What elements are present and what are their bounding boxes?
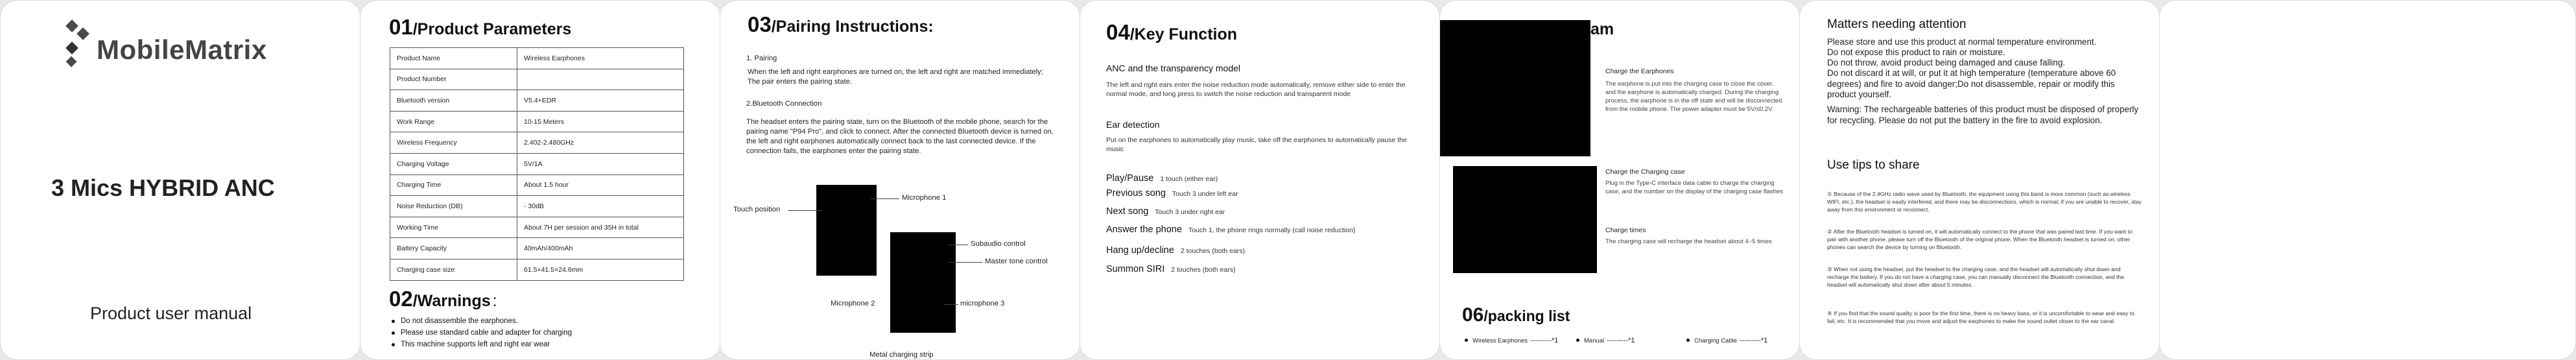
- callout-line: [949, 262, 982, 263]
- param-value: 2.402-2.480GHz: [517, 132, 684, 154]
- callout-master-tone: Master tone control: [985, 258, 1048, 265]
- param-row: [390, 259, 684, 280]
- brand-logo: [64, 20, 267, 80]
- charging-title-fragment: am: [1590, 20, 1614, 38]
- callout-metal-charging: Metal charging strip: [869, 351, 934, 359]
- param-row: [390, 111, 684, 132]
- callout-microphone3: microphone 3: [960, 300, 1005, 307]
- param-value: [517, 69, 684, 90]
- packing-item-name: Charging Cable: [1694, 337, 1738, 344]
- param-label: Charging Voltage: [390, 153, 517, 174]
- ear-detection-text: Put on the earphones to automatically play music, take off the earphones to automatically pause the music: [1106, 136, 1407, 153]
- packing-item-quantity: ---------*1: [1607, 337, 1635, 344]
- key-action: Next song: [1106, 206, 1149, 217]
- charge-item-title: Charge times: [1605, 226, 1646, 234]
- param-value: About 7H per session and 35H in total: [517, 217, 684, 238]
- key-gesture: Touch 3 under left ear: [1172, 190, 1238, 198]
- param-value: Wireless Earphones: [517, 48, 684, 69]
- param-label: Work Range: [390, 111, 517, 132]
- charging-image-top: [1440, 20, 1590, 156]
- battery-warning: Warning: The rechargeable batteries of this product must be disposed of properly for recycling. Please do not put the battery in the fire to avoid explosion.: [1827, 104, 2139, 125]
- param-label: Noise Reduction (DB): [390, 196, 517, 217]
- packing-item-name: Manual: [1584, 337, 1605, 344]
- param-label: Charging case size: [390, 259, 517, 280]
- param-label: Wireless Frequency: [390, 132, 517, 154]
- key-function-row: [1106, 264, 1235, 274]
- packing-heading: [1462, 304, 1570, 326]
- key-action: Play/Pause: [1106, 173, 1154, 184]
- warnings-colon: :: [492, 292, 497, 310]
- charge-item-text: Plug in the Type-C interface data cable to charge the charging case, and the number on the display of the charging case flashes: [1605, 180, 1784, 195]
- packing-item: [1576, 337, 1635, 344]
- key-action: Previous song: [1106, 188, 1166, 198]
- keyfunc-heading: [1106, 20, 1237, 45]
- callout-subaudio: Subaudio control: [971, 240, 1026, 248]
- parameters-panel: [360, 0, 720, 360]
- packing-item-quantity: ---------*1: [1530, 337, 1559, 344]
- param-value: About 1.5 hour: [517, 174, 684, 196]
- bullet-icon: [1576, 339, 1579, 342]
- key-gesture: Touch 1, the phone rings normally (call noise reduction): [1188, 226, 1356, 234]
- param-value: 5V/1A: [517, 153, 684, 174]
- warning-item: This machine supports left and right ear wear: [392, 341, 572, 348]
- keyfunc-title: /Key Function: [1129, 25, 1238, 43]
- earphone-image-right: [890, 232, 956, 333]
- packing-number: 06: [1462, 304, 1484, 326]
- charge-item-title: Charge the Earphones: [1605, 67, 1674, 75]
- callout-microphone2: Microphone 2: [831, 300, 875, 307]
- tip-item: ② After the Bluetooth headset is turned on, it will automatically connect to the phone that was paired last time. If you want to pair with another phone, please turn off the Bluetooth of the original phone. When the Bluetooth headset is turned on, other phones can search the device by turning on Bluetooth.: [1827, 228, 2133, 250]
- param-row: [390, 238, 684, 259]
- param-value: 61.5×41.5×24.6mm: [517, 259, 684, 280]
- bullet-icon: [1686, 339, 1690, 342]
- param-row: [390, 48, 684, 69]
- param-label: Product Name: [390, 48, 517, 69]
- param-label: Product Number: [390, 69, 517, 90]
- attention-item: Do not throw, avoid product being damaged and cause falling.: [1827, 58, 2065, 67]
- param-label: Charging Time: [390, 174, 517, 196]
- param-value: 10-15 Meters: [517, 111, 684, 132]
- key-function-row: [1106, 224, 1355, 235]
- packing-item-name: Wireless Earphones: [1472, 337, 1528, 344]
- pairing-step1-title: 1. Pairing: [746, 54, 777, 62]
- param-label: Bluetooth version: [390, 90, 517, 112]
- param-row: [390, 174, 684, 196]
- tip-item: ③ When not using the headset, put the headset to the charging case, and the headset will automatically shut down and recharge the battery. If you do not have a charging case, you can manually disconnect the Bluetooth connection, and the headset will automatically shut down after about 5 minutes.: [1827, 266, 2124, 288]
- charge-item-text: The earphone is put into the charging case to close the cover, and the earphone is automatically charged. During the charging process, the earphone is in the off state and will be disconnected from the mobile phone. The power adapter must be 5V/≤0.2V.: [1605, 80, 1782, 113]
- callout-line: [944, 304, 958, 305]
- attention-item: Do not expose this product to rain or moisture.: [1827, 47, 2005, 57]
- params-title: /Product Parameters: [412, 20, 572, 38]
- pairing-number: 03: [748, 12, 772, 36]
- callout-touch-position: Touch position: [733, 206, 781, 213]
- key-gesture: 2 touches (both ears): [1171, 266, 1236, 274]
- logo-text: MobileMatrix: [97, 34, 267, 65]
- blank-panel: [2159, 0, 2576, 360]
- pairing-panel: [720, 0, 1080, 360]
- key-gesture: 1 touch (either ear): [1160, 175, 1218, 183]
- charging-panel: [1439, 0, 1800, 360]
- attention-item: Please store and use this product at normal temperature environment.: [1827, 37, 2097, 47]
- key-function-row: [1106, 173, 1218, 184]
- param-row: [390, 90, 684, 112]
- tip-item: ① Because of the 2.4GHz radio wave used by Bluetooth, the equipment using this band is more common (such as wireless WIFI, etc.), the headset is easily interfered, and there may be disconnections, which is normal; if you are unable to recover, stay away from this environment or reconnect.: [1827, 191, 2142, 213]
- cover-panel: [0, 0, 360, 360]
- param-row: [390, 69, 684, 90]
- earphone-image-left: [816, 185, 877, 276]
- keyfunc-number: 04: [1106, 20, 1130, 44]
- key-action: Answer the phone: [1106, 224, 1182, 235]
- param-table: [390, 47, 684, 281]
- tips-title: Use tips to share: [1827, 158, 1920, 172]
- key-action: Hang up/decline: [1106, 245, 1174, 256]
- param-row: [390, 217, 684, 238]
- packing-item: [1465, 337, 1558, 344]
- warning-item: Please use standard cable and adapter for charging: [392, 329, 572, 337]
- attention-panel: [1799, 0, 2160, 360]
- charge-item-title: Charge the Charging case: [1605, 168, 1685, 176]
- pairing-heading: [748, 12, 934, 37]
- params-heading: [389, 15, 571, 40]
- bullet-icon: [1465, 339, 1468, 342]
- logo-diamonds-icon: [64, 20, 93, 80]
- param-label: Battery Capacity: [390, 238, 517, 259]
- param-row: [390, 196, 684, 217]
- pairing-step1-text: When the left and right earphones are turned on, the left and right are matched immediately; The pair enters the pairing state.: [748, 68, 1043, 86]
- attention-title: Matters needing attention: [1827, 18, 1967, 31]
- key-gesture: Touch 3 under right ear: [1155, 208, 1225, 216]
- warnings-number: 02: [389, 287, 413, 311]
- tip-item: ④ If you find that the sound quality is poor for the first time, there is no heavy bass, or it is uncomfortable to wear and easy to fall, etc. It is recommended that you move and adjust the earphones to make the sound outlet closer to the ear canal.: [1827, 310, 2134, 324]
- key-action: Summon SIRI: [1106, 264, 1165, 274]
- key-function-row: [1106, 206, 1225, 217]
- pairing-step2-text: The headset enters the pairing state, turn on the Bluetooth of the mobile phone, search for the pairing name "P94 Pro", and click to connect. After the connected Bluetooth device is turned on, the left and right earphones automatically connect back to the last connected device. If the connection fails, the earphones enter the pairing state.: [746, 118, 1054, 155]
- param-row: [390, 153, 684, 174]
- callout-line: [788, 210, 821, 211]
- anc-title: ANC and the transparency model: [1106, 63, 1240, 73]
- key-function-row: [1106, 188, 1238, 198]
- params-number: 01: [389, 15, 413, 39]
- warnings-heading: [389, 287, 497, 311]
- keyfunction-panel: [1080, 0, 1440, 360]
- charging-heading-fragment: [1590, 20, 1614, 39]
- callout-line: [871, 198, 899, 199]
- key-function-row: [1106, 245, 1245, 256]
- packing-title: /packing list: [1483, 307, 1570, 324]
- warning-item: Do not disassemble the earphones.: [392, 317, 572, 325]
- charge-item-text: The charging case will recharge the headset about 4~5 times: [1605, 238, 1772, 245]
- param-label: Working Time: [390, 217, 517, 238]
- product-title: 3 Mics HYBRID ANC: [51, 174, 275, 201]
- charging-image-bottom: [1453, 166, 1597, 273]
- param-row: [390, 132, 684, 154]
- packing-item-quantity: ---------*1: [1740, 337, 1768, 344]
- param-value: V5.4+EDR: [517, 90, 684, 112]
- warnings-list: [392, 317, 572, 352]
- pairing-step2-title: 2.Bluetooth Connection: [746, 100, 822, 108]
- attention-item: Do not discard it at will, or put it at high temperature (temperature above 60 degrees) and fire to avoid danger;Do not disassemble, repair or modify this product yourself.: [1827, 68, 2116, 99]
- warnings-title: /Warnings: [412, 292, 491, 310]
- param-value: - 30dB: [517, 196, 684, 217]
- callout-microphone1: Microphone 1: [902, 194, 947, 202]
- param-value: 40mAh/400mAh: [517, 238, 684, 259]
- pairing-title: /Pairing Instructions:: [771, 18, 934, 36]
- packing-item: [1686, 337, 1767, 344]
- manual-subtitle: Product user manual: [90, 304, 252, 323]
- key-gesture: 2 touches (both ears): [1180, 247, 1246, 255]
- ear-detection-title: Ear detection: [1106, 119, 1160, 130]
- anc-text: The left and right ears enter the noise reduction mode automatically, remove either side to enter the normal mode, and long press to switch the noise reduction and transparent mode: [1106, 81, 1406, 98]
